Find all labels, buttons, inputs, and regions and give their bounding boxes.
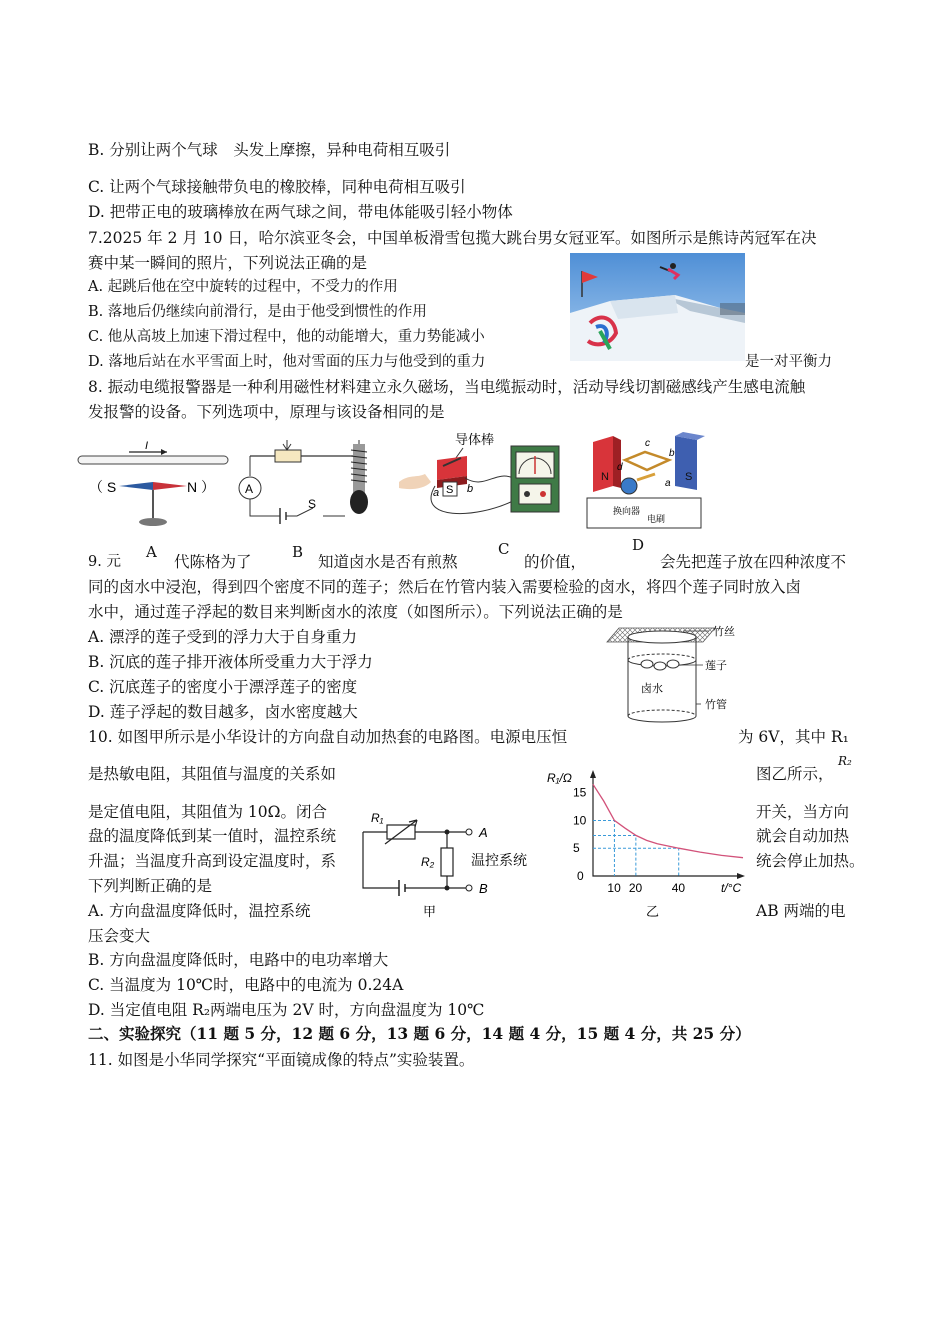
q10-circuit-figure xyxy=(355,800,545,920)
q10-stem-line4: 盘的温度降低到某一值时，温控系统 xyxy=(88,827,337,845)
tube-label: 竹管 xyxy=(705,699,727,711)
chart-guide-line-2 xyxy=(593,848,679,876)
q10-stem-line3: 是定值电阻，其阻值为 10Ω。闭合 xyxy=(88,803,328,821)
q8-label-b: B xyxy=(292,543,304,561)
q10-option-d: D. 当定值电阻 R₂两端电压为 2V 时，方向盘温度为 10℃ xyxy=(88,1001,485,1019)
q10-resistance-chart xyxy=(545,760,755,920)
q8-figure-d xyxy=(585,430,715,532)
terminal-b-label: B xyxy=(479,881,488,896)
chart-series-line xyxy=(593,784,743,857)
chart-origin: 0 xyxy=(577,869,584,883)
brush-label: 电刷 xyxy=(647,514,666,524)
q8-label-a: A xyxy=(146,543,157,561)
q8-figure-b xyxy=(235,436,385,528)
q9-stem-part3: 知道卤水是否有煎熬 xyxy=(318,553,458,571)
chart-x-tick-40: 40 xyxy=(671,881,686,895)
q7-option-b: B. 落地后仍继续向前滑行，是由于他受到惯性的作用 xyxy=(88,304,427,320)
svg-text:d: d xyxy=(617,462,623,473)
ammeter-label: A xyxy=(245,482,254,496)
section2-heading: 二、实验探究（11 题 5 分，12 题 6 分，13 题 6 分，14 题 4 分，15 题 4 分，共 25 分） xyxy=(88,1024,751,1043)
chart-x-tick-20: 20 xyxy=(628,881,643,895)
q10-stem-line1-tail: 为 6V，其中 R₁ xyxy=(738,728,849,746)
snowboard-photo xyxy=(570,253,745,361)
circuit-caption: 甲 xyxy=(423,904,437,919)
q9-stem-line2: 同的卤水中浸泡，得到四个密度不同的莲子；然后在竹管内装入需要检验的卤水，将四个莲子同时放入卤 xyxy=(88,578,802,596)
q9-stem-part2: 代陈格为了 xyxy=(174,553,252,571)
commutator-label: 换向器 xyxy=(613,506,641,516)
q10-option-a: A. 方向盘温度降低时，温控系统 xyxy=(88,902,311,920)
chart-y-tick-10: 10 xyxy=(573,813,587,828)
svg-text:c: c xyxy=(645,438,650,449)
q6-option-b: B. 分别让两个气球 头发上摩擦，异种电荷相互吸引 xyxy=(88,141,451,159)
q7-option-a: A. 起跳后他在空中旋转的过程中，不受力的作用 xyxy=(88,279,398,295)
lotus-label: 莲子 xyxy=(705,660,727,672)
chart-caption: 乙 xyxy=(646,904,660,919)
q8-label-d: D xyxy=(632,536,645,554)
chart-y-tick-5: 5 xyxy=(573,841,580,856)
q9-stem-part5: 会先把莲子放在四种浓度不 xyxy=(660,553,847,571)
q8-figure-a xyxy=(75,440,235,532)
r2-label: R₂ xyxy=(421,855,435,869)
svg-text:b: b xyxy=(669,448,675,459)
q9-stem-part4: 的价值， xyxy=(524,553,587,571)
q11-stem: 11. 如图是小华同学探究“平面镜成像的特点”实验装置。 xyxy=(88,1051,475,1069)
q10-stem-line6: 下列判断正确的是 xyxy=(88,877,213,895)
svg-text:a: a xyxy=(433,487,440,499)
q10-option-b: B. 方向盘温度降低时，电路中的电功率增大 xyxy=(88,951,389,969)
q8-label-c: C xyxy=(498,540,510,558)
svg-text:N: N xyxy=(601,471,609,483)
brine-label: 卤水 xyxy=(641,683,663,695)
q10-option-a-line2: 压会变大 xyxy=(88,927,151,945)
temp-control-label: 温控系统 xyxy=(471,852,527,868)
q8-stem-line1: 8. 振动电缆报警器是一种利用磁性材料建立永久磁场，当电缆振动时，活动导线切割磁感线产生感电流触 xyxy=(88,378,806,396)
q9-option-a: A. 漂浮的莲子受到的浮力大于自身重力 xyxy=(88,628,358,646)
r1-label: R₁ xyxy=(371,811,384,825)
q8-stem-line2: 发报警的设备。下列选项中，原理与该设备相同的是 xyxy=(88,403,445,421)
q6-option-c: C. 让两个气球接触带负电的橡胶棒，同种电荷相互吸引 xyxy=(88,178,466,196)
terminal-a-label: A xyxy=(479,825,488,840)
q10-stem-line4-tail: 就会自动加热 xyxy=(756,827,850,845)
compass-n-label: N ） xyxy=(187,479,215,495)
q7-stem-line1: 7.2025 年 2 月 10 日，哈尔滨亚冬会，中国单板滑雪包揽大跳台男女冠亚军。如图所示是熊诗芮冠军在决 xyxy=(88,229,817,247)
q10-option-a-tail: AB 两端的电 xyxy=(756,902,846,920)
current-label: I xyxy=(145,440,149,452)
q10-stem-line5-tail: 统会停止加热。 xyxy=(756,852,865,870)
q10-stem-line2-tail: 图乙所示， xyxy=(756,765,834,783)
q7-option-c: C. 他从高坡上加速下滑过程中，他的动能增大，重力势能减小 xyxy=(88,329,485,345)
svg-text:S: S xyxy=(446,484,454,496)
chart-y-tick-15: 15 xyxy=(573,785,587,800)
q10-r2-label: R₂ xyxy=(838,754,852,768)
chart-x-tick-10: 10 xyxy=(607,881,621,895)
q7-stem-line2: 赛中某一瞬间的照片，下列说法正确的是 xyxy=(88,254,368,272)
q10-stem-line5: 升温；当温度升高到设定温度时，系 xyxy=(88,852,337,870)
q9-option-b: B. 沉底的莲子排开液体所受重力大于浮力 xyxy=(88,653,373,671)
q9-tube-figure xyxy=(605,620,755,730)
q8-figure-c xyxy=(395,430,565,530)
conductor-rod-label: 导体棒 xyxy=(455,432,495,447)
q9-stem-part1: 9. 元 xyxy=(88,554,121,570)
chart-ylabel: R₁/Ω xyxy=(547,771,572,785)
q9-stem-line3: 水中，通过莲子浮起的数目来判断卤水的浓度（如图所示）。下列说法正确的是 xyxy=(88,603,623,621)
q10-stem-line2: 是热敏电阻，其阻值与温度的关系如 xyxy=(88,765,337,783)
q10-stem-line3-tail: 开关，当方向 xyxy=(756,803,850,821)
compass-s-label: （ S xyxy=(89,479,117,495)
svg-text:a: a xyxy=(665,478,671,489)
q10-stem-line1: 10. 如图甲所示是小华设计的方向盘自动加热套的电路图。电源电压恒 xyxy=(88,728,568,746)
q6-option-d: D. 把带正电的玻璃棒放在两气球之间，带电体能吸引轻小物体 xyxy=(88,203,513,221)
switch-label: S xyxy=(308,497,317,511)
chart-xlabel: t/°C xyxy=(721,881,742,895)
q7-option-d-tail: 是一对平衡力 xyxy=(745,354,832,370)
q9-option-d: D. 莲子浮起的数目越多，卤水密度越大 xyxy=(88,703,358,721)
q9-option-c: C. 沉底莲子的密度小于漂浮莲子的密度 xyxy=(88,678,358,696)
svg-text:b: b xyxy=(467,483,474,495)
q7-option-d: D. 落地后站在水平雪面上时，他对雪面的压力与他受到的重力 xyxy=(88,354,486,370)
bamboo-wire-label: 竹丝 xyxy=(713,626,735,638)
q10-option-c: C. 当温度为 10℃时，电路中的电流为 0.24A xyxy=(88,976,404,994)
svg-text:S: S xyxy=(685,471,693,483)
